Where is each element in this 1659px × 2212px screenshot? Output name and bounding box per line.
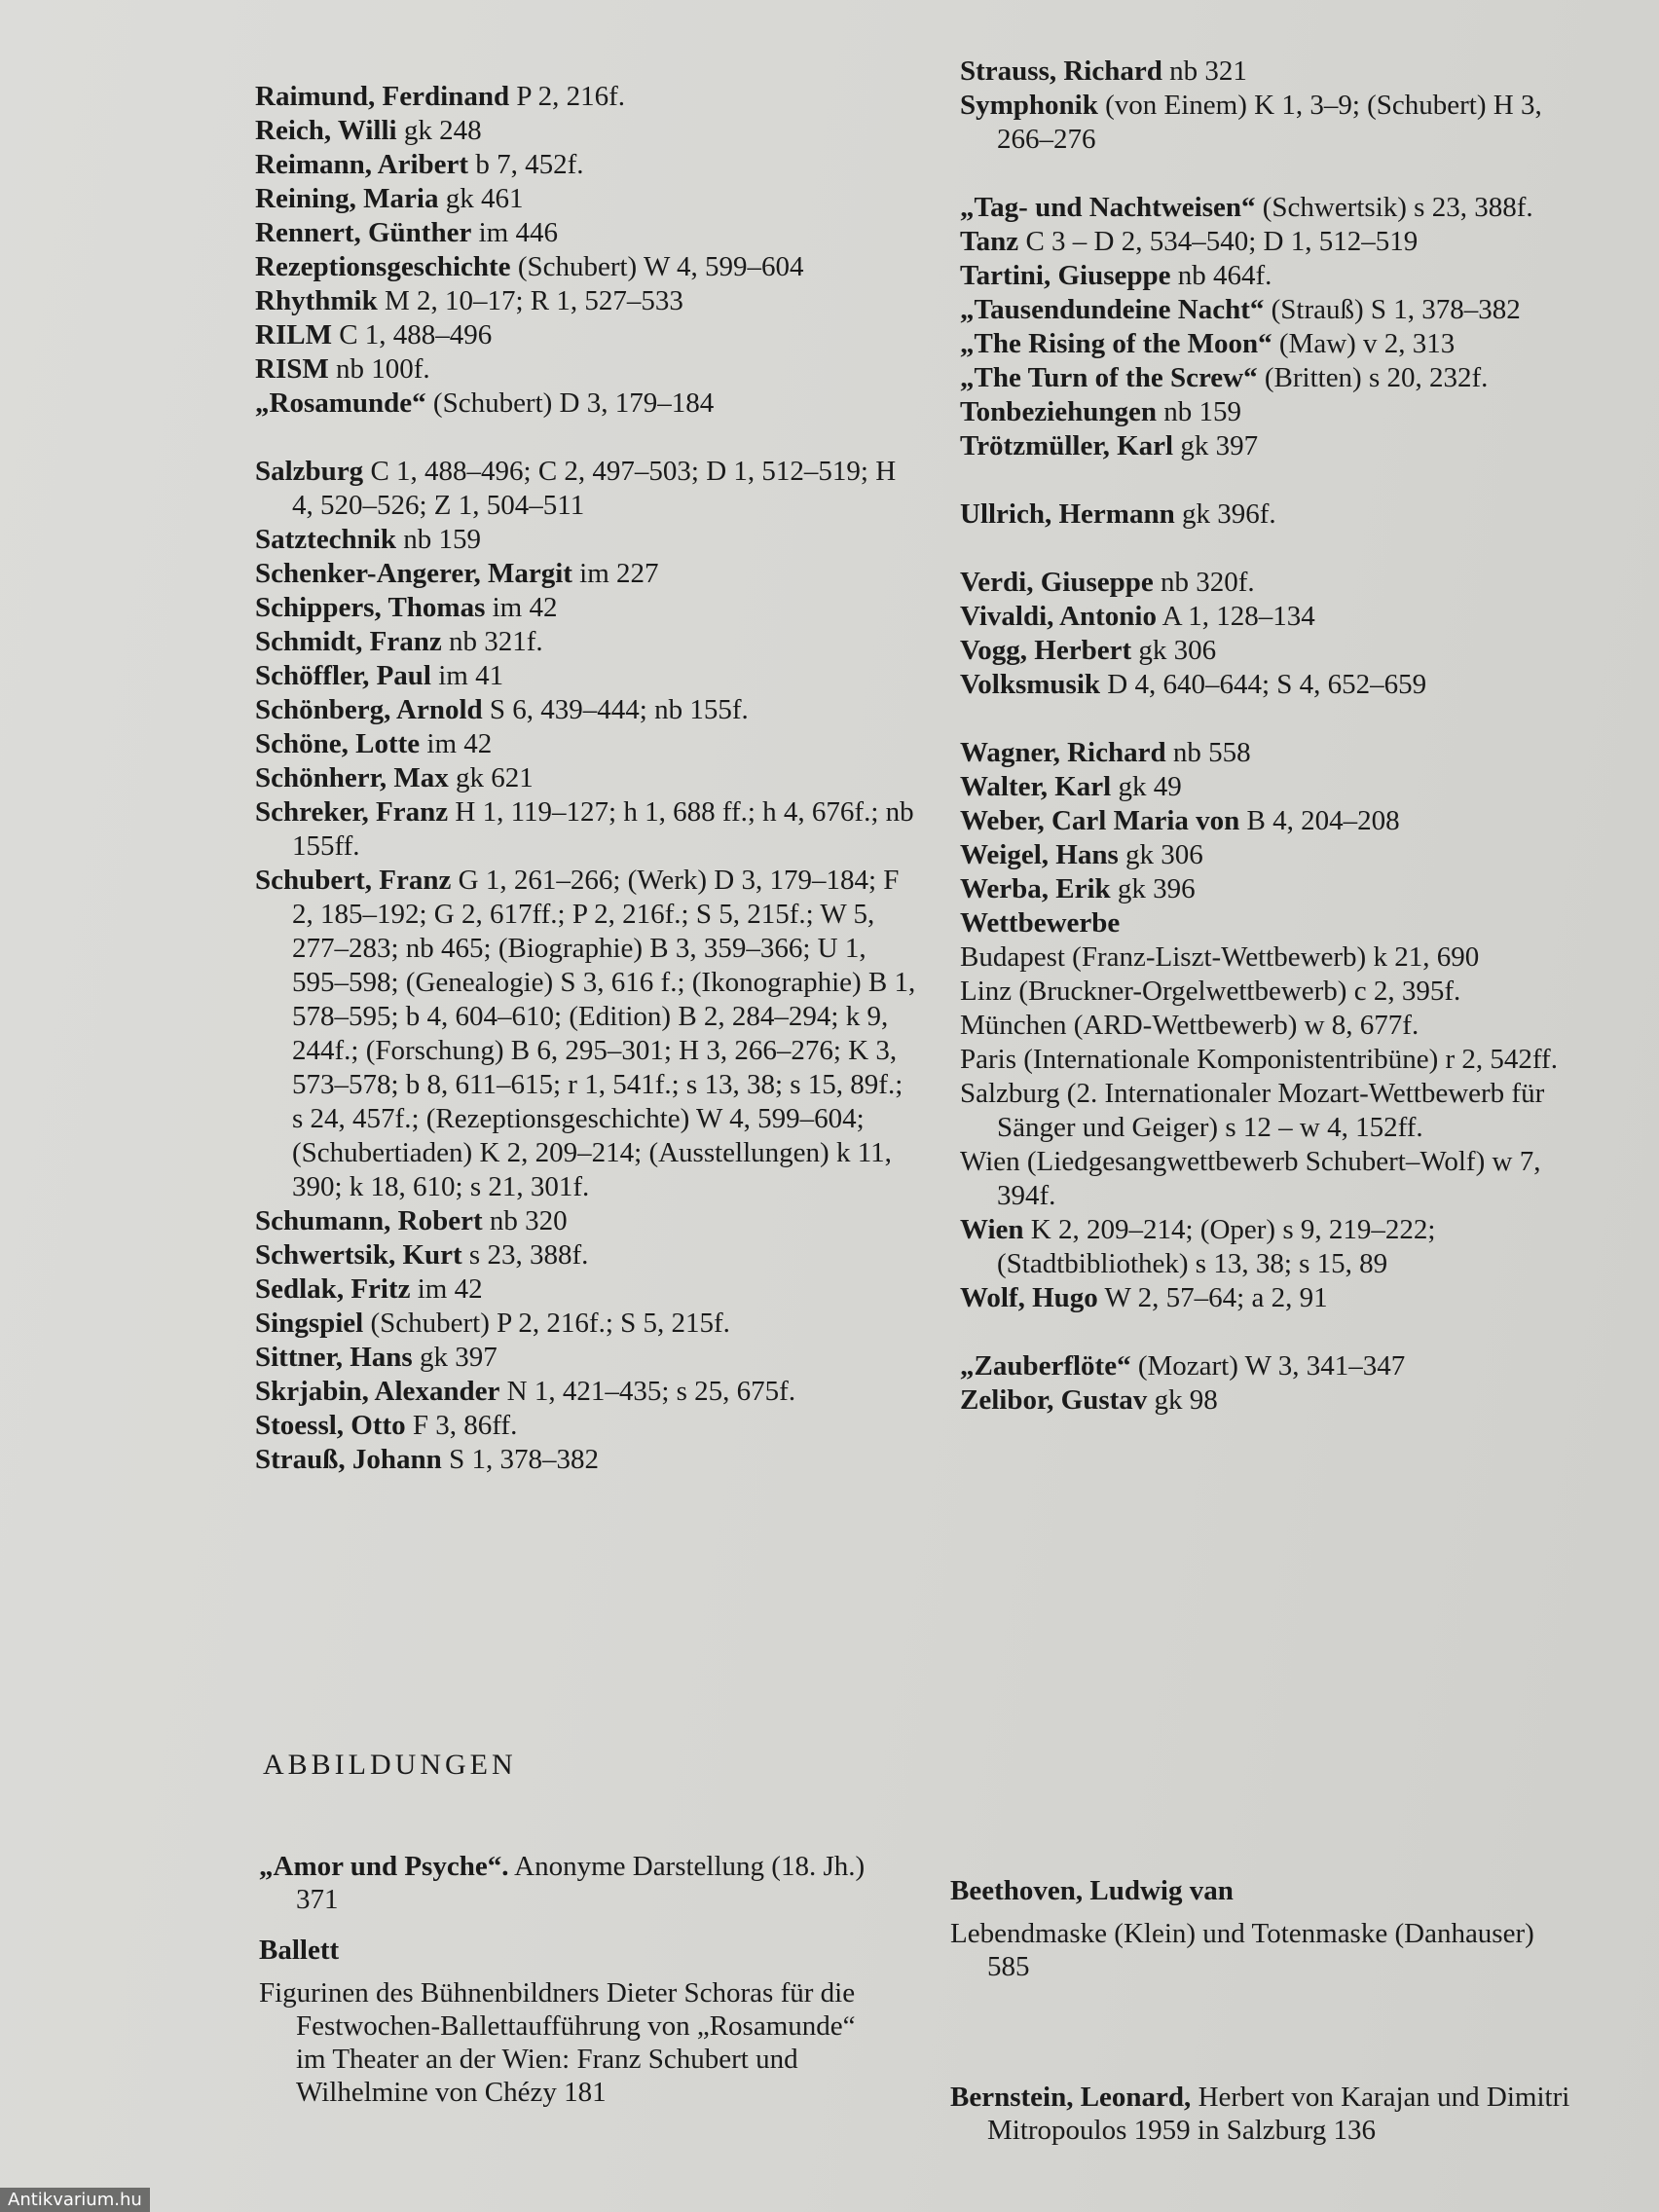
index-entry-term: Reimann, Aribert [255, 149, 469, 180]
index-entry-term: Singspiel [255, 1308, 364, 1339]
index-entry-term: Vivaldi, Antonio [960, 601, 1157, 632]
index-entry [255, 557, 917, 591]
index-entry-term: Schönherr, Max [255, 762, 449, 793]
index-entry-reference: nb 320 [489, 1205, 568, 1236]
index-entry [960, 293, 1597, 327]
index-entry [960, 872, 1597, 906]
illustrations-column-left [259, 1850, 892, 2109]
index-entry [960, 395, 1597, 429]
index-entry-term: Verdi, Giuseppe [960, 567, 1154, 598]
index-entry [960, 804, 1597, 838]
index-entry [960, 191, 1597, 225]
illustration-title: Beethoven, Ludwig van [950, 1875, 1234, 1906]
index-entry [255, 1375, 917, 1409]
index-entry-term: Schöffler, Paul [255, 660, 431, 691]
illustration-title: Ballett [259, 1935, 340, 1966]
index-entry-term: Schippers, Thomas [255, 592, 486, 623]
index-entry [255, 318, 917, 352]
illustration-description: Herbert von Karajan und Dimitri Mitropoulos 1959 in Salzburg 136 [987, 2082, 1570, 2146]
index-entry-term: Vogg, Herbert [960, 635, 1132, 666]
illustration-entry [259, 1934, 892, 2109]
index-entry [255, 625, 917, 659]
index-entry [255, 182, 917, 216]
index-entry-reference: gk 49 [1118, 771, 1182, 802]
watermark: Antikvarium.hu [0, 2188, 150, 2212]
index-entry-term: Strauß, Johann [255, 1444, 442, 1475]
index-entry-term: Schubert, Franz [255, 865, 452, 896]
index-entry [255, 1272, 917, 1307]
index-entry [255, 864, 917, 1204]
index-entry-reference: im 42 [417, 1273, 483, 1305]
index-entry-reference: (von Einem) K 1, 3–9; (Schubert) H 3, 266–276 [997, 90, 1542, 155]
index-entry-reference: F 3, 86ff. [412, 1410, 518, 1441]
index-entry [255, 1443, 917, 1477]
index-entry-term: Strauss, Richard [960, 55, 1162, 87]
index-entry [255, 455, 917, 523]
index-entry-reference: gk 397 [1180, 430, 1259, 461]
index-entry [255, 148, 917, 182]
index-entry-term: Rennert, Günther [255, 217, 472, 248]
index-entry-term: Rezeptionsgeschichte [255, 251, 511, 282]
illustration-title: Bernstein, Leonard, [950, 2082, 1192, 2113]
index-entry-term: Wettbewerbe [960, 907, 1121, 939]
index-entry [960, 259, 1597, 293]
index-entry [255, 352, 917, 387]
index-entry-term: RISM [255, 353, 329, 385]
index-entry-reference: Linz (Bruckner-Orgelwettbewerb) c 2, 395f. [960, 976, 1461, 1007]
index-entry-reference: W 2, 57–64; a 2, 91 [1104, 1282, 1328, 1313]
entry-spacer [960, 532, 1597, 566]
index-entry [960, 225, 1597, 259]
index-entry [255, 1238, 917, 1272]
illustrations-column-right [950, 1874, 1583, 2147]
index-entry [960, 498, 1597, 532]
index-entry-term: „The Rising of the Moon“ [960, 328, 1272, 359]
index-entry [255, 761, 917, 795]
entry-spacer [960, 702, 1597, 736]
index-entry-term: „Rosamunde“ [255, 387, 426, 419]
index-entry-reference: H 1, 119–127; h 1, 688 ff.; h 4, 676f.; nb 155ff. [292, 796, 914, 862]
register-column-right [960, 55, 1597, 1418]
index-entry [960, 429, 1597, 463]
illustration-description: Lebendmaske (Klein) und Totenmaske (Danhauser) 585 [950, 1918, 1534, 1982]
index-entry-reference: nb 320f. [1161, 567, 1255, 598]
index-entry-term: Salzburg [255, 456, 364, 487]
index-entry-reference: im 227 [579, 558, 659, 589]
index-entry-term: Walter, Karl [960, 771, 1112, 802]
index-entry [255, 250, 917, 284]
index-entry-reference: C 1, 488–496; C 2, 497–503; D 1, 512–519; H 4, 520–526; Z 1, 504–511 [292, 456, 897, 521]
index-entry-term: Wien [960, 1214, 1024, 1245]
index-entry-term: „Zauberflöte“ [960, 1350, 1131, 1382]
index-entry-reference: gk 397 [419, 1342, 498, 1373]
index-entry-reference: S 6, 439–444; nb 155f. [489, 694, 749, 725]
index-entry [255, 693, 917, 727]
index-entry [960, 55, 1597, 89]
index-entry [960, 89, 1597, 157]
index-entry-reference: gk 98 [1154, 1384, 1218, 1416]
index-entry [255, 1307, 917, 1341]
index-entry-term: Wagner, Richard [960, 737, 1166, 768]
index-entry [960, 975, 1597, 1009]
index-entry [255, 659, 917, 693]
illustration-entry [950, 2081, 1583, 2147]
index-entry-reference: A 1, 128–134 [1161, 601, 1315, 632]
index-entry-term: Ullrich, Hermann [960, 498, 1175, 530]
index-entry [960, 906, 1597, 940]
index-entry-reference: gk 621 [455, 762, 534, 793]
index-entry-term: „The Turn of the Screw“ [960, 362, 1258, 393]
index-entry [960, 1145, 1597, 1213]
index-entry [960, 327, 1597, 361]
entry-spacer [960, 157, 1597, 191]
illustration-description: Figurinen des Bühnenbildners Dieter Schoras für die Festwochen-Ballettaufführung von „Rosamunde“ im Theater an der Wien: Franz Schubert und Wilhelmine von Chézy 181 [259, 1977, 856, 2108]
index-entry [960, 838, 1597, 872]
index-entry-reference: nb 464f. [1177, 260, 1272, 291]
index-entry-term: Schmidt, Franz [255, 626, 442, 657]
index-entry [960, 1383, 1597, 1418]
index-entry-reference: (Britten) s 20, 232f. [1264, 362, 1489, 393]
index-entry-reference: nb 159 [403, 524, 481, 555]
index-entry-term: Tonbeziehungen [960, 396, 1157, 427]
index-entry [960, 1043, 1597, 1077]
index-entry-reference: Paris (Internationale Komponistentribüne) r 2, 542ff. [960, 1044, 1558, 1075]
index-entry [960, 736, 1597, 770]
index-entry [960, 940, 1597, 975]
index-entry-reference: gk 396 [1117, 873, 1196, 904]
index-entry-reference: D 4, 640–644; S 4, 652–659 [1107, 669, 1427, 700]
index-entry-term: Rhythmik [255, 285, 378, 316]
index-entry [960, 634, 1597, 668]
index-entry-reference: (Maw) v 2, 313 [1278, 328, 1456, 359]
index-entry-term: Raimund, Ferdinand [255, 81, 510, 112]
index-entry-reference: Salzburg (2. Internationaler Mozart-Wettbewerb für Sänger und Geiger) s 12 – w 4, 152ff. [960, 1078, 1545, 1143]
index-entry-reference: im 42 [426, 728, 493, 759]
index-entry-reference: im 41 [438, 660, 504, 691]
entry-spacer [960, 463, 1597, 498]
index-entry [960, 1077, 1597, 1145]
index-entry-term: Weigel, Hans [960, 839, 1119, 870]
index-entry [255, 80, 917, 114]
index-entry-reference: gk 306 [1138, 635, 1217, 666]
index-entry-term: Schöne, Lotte [255, 728, 421, 759]
index-entry [255, 1341, 917, 1375]
index-entry-term: Sedlak, Fritz [255, 1273, 411, 1305]
index-entry-term: Schreker, Franz [255, 796, 449, 828]
section-heading: ABBILDUNGEN [263, 1749, 517, 1781]
index-entry-reference: C 1, 488–496 [339, 319, 493, 350]
index-entry [255, 387, 917, 421]
index-entry-term: „Tag- und Nachtweisen“ [960, 192, 1256, 223]
index-entry [960, 600, 1597, 634]
index-entry-term: Schumann, Robert [255, 1205, 483, 1236]
illustration-title: „Amor und Psyche“. [259, 1851, 509, 1882]
illustration-description: Anonyme Darstellung (18. Jh.) 371 [296, 1851, 866, 1915]
index-entry [960, 1213, 1597, 1281]
index-entry-reference: nb 321 [1169, 55, 1247, 87]
index-entry-reference: (Schubert) W 4, 599–604 [517, 251, 804, 282]
illustration-entry [950, 1874, 1583, 1983]
index-entry-reference: (Mozart) W 3, 341–347 [1137, 1350, 1406, 1382]
index-entry-term: Tanz [960, 226, 1019, 257]
index-entry-term: „Tausendundeine Nacht“ [960, 294, 1265, 325]
entry-spacer [255, 421, 917, 455]
index-entry [255, 591, 917, 625]
index-entry-reference: b 7, 452f. [475, 149, 584, 180]
index-entry-reference: nb 159 [1163, 396, 1241, 427]
index-entry-reference: nb 100f. [335, 353, 430, 385]
index-entry-term: Skrjabin, Alexander [255, 1376, 500, 1407]
index-entry-term: Satztechnik [255, 524, 396, 555]
index-entry-reference: gk 396f. [1181, 498, 1276, 530]
index-entry-reference: N 1, 421–435; s 25, 675f. [506, 1376, 796, 1407]
index-entry [255, 727, 917, 761]
index-entry [255, 523, 917, 557]
index-entry [960, 770, 1597, 804]
index-entry [255, 284, 917, 318]
index-entry-reference: Wien (Liedgesangwettbewerb Schubert–Wolf) w 7, 394f. [960, 1146, 1541, 1211]
index-entry-reference: gk 461 [445, 183, 524, 214]
index-entry-reference: (Schwertsik) s 23, 388f. [1262, 192, 1533, 223]
index-entry [960, 668, 1597, 702]
index-entry [960, 1349, 1597, 1383]
index-entry-term: Trötzmüller, Karl [960, 430, 1174, 461]
index-entry-term: Weber, Carl Maria von [960, 805, 1240, 836]
index-entry-reference: gk 248 [403, 115, 482, 146]
index-entry-reference: B 4, 204–208 [1246, 805, 1400, 836]
illustration-entry [259, 1850, 892, 1916]
index-entry-reference: (Strauß) S 1, 378–382 [1271, 294, 1521, 325]
index-entry [960, 361, 1597, 395]
index-entry-reference: (Schubert) D 3, 179–184 [432, 387, 715, 419]
index-entry [255, 114, 917, 148]
index-entry-reference: im 446 [478, 217, 558, 248]
index-entry-reference: Budapest (Franz-Liszt-Wettbewerb) k 21, 690 [960, 941, 1480, 973]
index-entry-term: Volksmusik [960, 669, 1101, 700]
index-entry [255, 216, 917, 250]
index-entry-reference: K 2, 209–214; (Oper) s 9, 219–222; (Stadtbibliothek) s 13, 38; s 15, 89 [997, 1214, 1436, 1279]
index-entry-term: Wolf, Hugo [960, 1282, 1098, 1313]
index-entry-reference: (Schubert) P 2, 216f.; S 5, 215f. [370, 1308, 730, 1339]
index-entry-reference: S 1, 378–382 [449, 1444, 599, 1475]
index-entry [255, 1204, 917, 1238]
index-entry-reference: P 2, 216f. [516, 81, 626, 112]
index-entry [960, 1281, 1597, 1315]
index-entry-reference: gk 306 [1124, 839, 1203, 870]
index-entry-reference: nb 558 [1172, 737, 1251, 768]
index-entry-term: Reining, Maria [255, 183, 439, 214]
index-entry [255, 795, 917, 864]
index-entry-term: Sittner, Hans [255, 1342, 413, 1373]
index-entry [255, 1409, 917, 1443]
index-entry-reference: C 3 – D 2, 534–540; D 1, 512–519 [1025, 226, 1419, 257]
index-entry [960, 566, 1597, 600]
index-entry-term: Stoessl, Otto [255, 1410, 406, 1441]
index-entry-reference: München (ARD-Wettbewerb) w 8, 677f. [960, 1010, 1419, 1041]
index-entry-term: Schenker-Angerer, Margit [255, 558, 572, 589]
index-entry-reference: im 42 [492, 592, 558, 623]
index-entry-reference: nb 321f. [448, 626, 543, 657]
index-entry-term: Schwertsik, Kurt [255, 1239, 462, 1271]
index-entry-term: Tartini, Giuseppe [960, 260, 1171, 291]
index-entry-term: RILM [255, 319, 332, 350]
index-entry-term: Reich, Willi [255, 115, 397, 146]
index-entry-reference: M 2, 10–17; R 1, 527–533 [384, 285, 683, 316]
index-entry-reference: G 1, 261–266; (Werk) D 3, 179–184; F 2, 185–192; G 2, 617ff.; P 2, 216f.; S 5, 215f.; W 5, 277–283; nb 465; (Biographie) B 3, 359–366; U 1, 595–598; (Genealogie) S 3, 616 f.; (Ikonographie) B 1, 578–595; b 4, 604–610; (Edition) B 2, 284–294; k 9, 244f.; (Forschung) B 6, 295–301; H 3, 266–276; K 3, 573–578; b 8, 611–615; r 1, 541f.; s 13, 38; s 15, 89f.; s 24, 457f.; (Rezeptionsgeschichte) W 4, 599–604; (Schubertiaden) K 2, 209–214; (Ausstellungen) k 11, 390; k 18, 610; s 21, 301f. [292, 865, 916, 1202]
index-entry-term: Symphonik [960, 90, 1098, 121]
index-entry [960, 1009, 1597, 1043]
index-entry-reference: s 23, 388f. [468, 1239, 589, 1271]
index-entry-term: Schönberg, Arnold [255, 694, 483, 725]
index-entry-term: Werba, Erik [960, 873, 1111, 904]
index-entry-term: Zelibor, Gustav [960, 1384, 1148, 1416]
register-column-left [255, 80, 917, 1477]
entry-spacer [960, 1315, 1597, 1349]
